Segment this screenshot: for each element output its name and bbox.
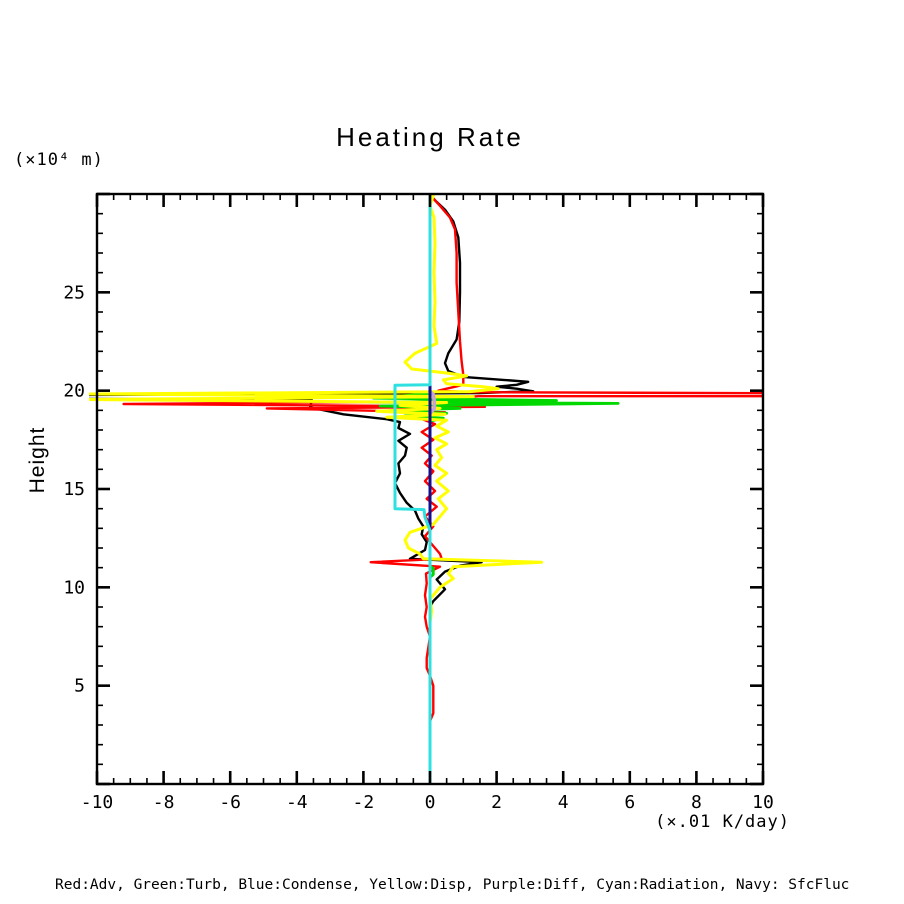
y-tick-label: 15 — [63, 479, 85, 500]
x-axis-unit-label: (×.01 K/day) — [655, 812, 790, 832]
y-axis-label: Height — [26, 426, 49, 494]
x-tick-label: -4 — [285, 792, 308, 813]
x-tick-label: 8 — [690, 792, 702, 813]
series-adv — [124, 195, 777, 783]
x-tick-label: -10 — [80, 792, 114, 813]
series-group — [84, 195, 777, 783]
series-turb — [368, 195, 618, 783]
y-axis-unit-label: (×10⁴ m) — [14, 150, 104, 170]
tick-labels — [63, 282, 774, 813]
y-tick-label: 5 — [74, 675, 85, 697]
x-tick-label: 6 — [624, 792, 636, 813]
x-tick-label: -6 — [219, 792, 242, 813]
x-tick-label: 4 — [557, 792, 569, 813]
chart-title: Heating Rate — [336, 122, 524, 152]
x-tick-label: -2 — [352, 792, 375, 813]
x-tick-label: 10 — [752, 792, 774, 813]
legend-caption: Red:Adv, Green:Turb, Blue:Condense, Yellow:Disp, Purple:Diff, Cyan:Radiation, Navy: SfcFluc — [55, 877, 850, 893]
y-tick-label: 20 — [63, 380, 85, 402]
series-radiation — [395, 195, 430, 783]
series-disp — [84, 195, 542, 783]
series-total — [84, 195, 534, 783]
x-tick-label: -8 — [152, 792, 175, 813]
y-tick-label: 10 — [63, 577, 85, 599]
x-tick-label: 0 — [424, 792, 436, 813]
y-tick-label: 25 — [63, 282, 85, 304]
x-tick-label: 2 — [491, 792, 503, 813]
